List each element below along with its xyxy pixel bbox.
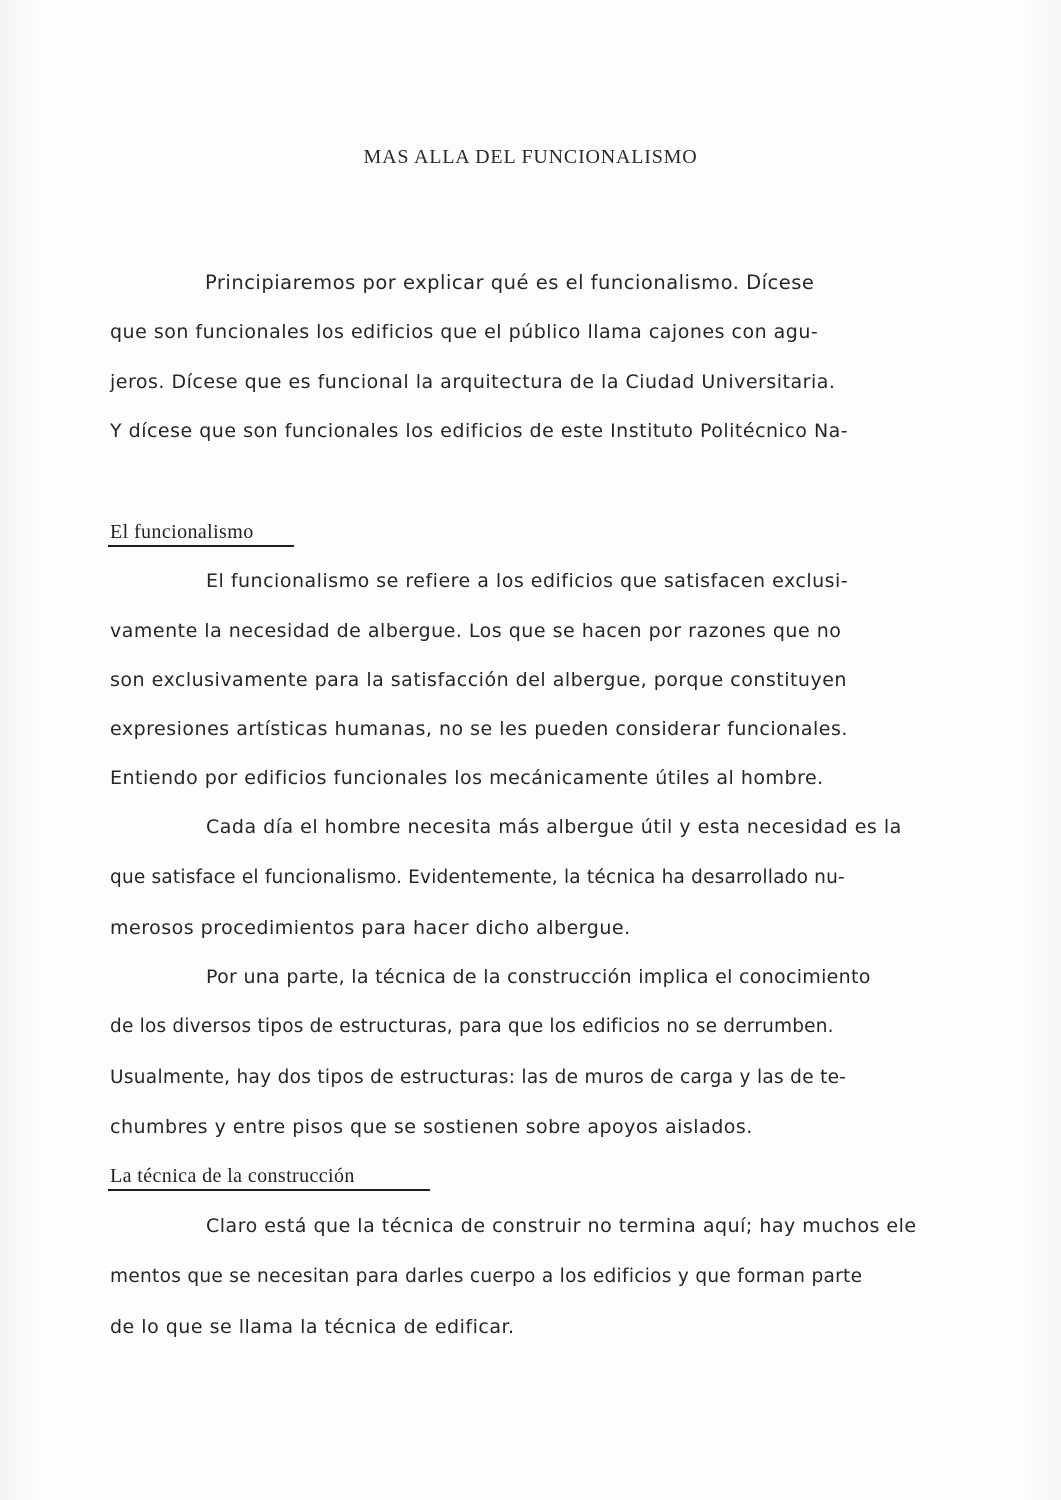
text-line: Claro está que la técnica de construir no termina aquí; hay muchos ele [206,1215,917,1237]
text-line: Usualmente, hay dos tipos de estructuras: las de muros de carga y las de te- [110,1067,847,1088]
text-line: son exclusivamente para la satisfacción del albergue, porque constituyen [110,669,847,691]
section-heading: El funcionalismo [110,521,254,543]
heading-underline [108,1189,430,1191]
text-line: chumbres y entre pisos que se sostienen sobre apoyos aislados. [110,1116,753,1138]
text-line: vamente la necesidad de albergue. Los que se hacen por razones que no [110,620,842,642]
section-heading: La técnica de la construcción [110,1165,355,1187]
text-line: Y dícese que son funcionales los edificios de este Instituto Politécnico Na- [110,420,849,442]
text-line: Entiendo por edificios funcionales los mecánicamente útiles al hombre. [110,767,824,789]
document-title: MAS ALLA DEL FUNCIONALISMO [363,146,698,168]
text-line: jeros. Dícese que es funcional la arquitectura de la Ciudad Universitaria. [110,371,836,393]
text-line: merosos procedimientos para hacer dicho albergue. [110,917,631,939]
text-line: Por una parte, la técnica de la construcción implica el conocimiento [206,966,871,988]
text-line: de lo que se llama la técnica de edificar. [110,1316,515,1338]
text-line: de los diversos tipos de estructuras, para que los edificios no se derrumben. [110,1016,834,1037]
text-line: que son funcionales los edificios que el público llama cajones con agu- [110,321,819,343]
text-line: Principiaremos por explicar qué es el funcionalismo. Dícese [205,271,815,294]
text-line: Cada día el hombre necesita más albergue útil y esta necesidad es la [206,816,902,838]
text-line: expresiones artísticas humanas, no se les pueden considerar funcionales. [110,718,848,740]
heading-underline [108,545,294,547]
text-line: que satisface el funcionalismo. Evidentemente, la técnica ha desarrollado nu- [110,867,845,888]
text-line: El funcionalismo se refiere a los edificios que satisfacen exclusi- [206,570,849,592]
text-line: mentos que se necesitan para darles cuerpo a los edificios y que forman parte [110,1266,863,1287]
